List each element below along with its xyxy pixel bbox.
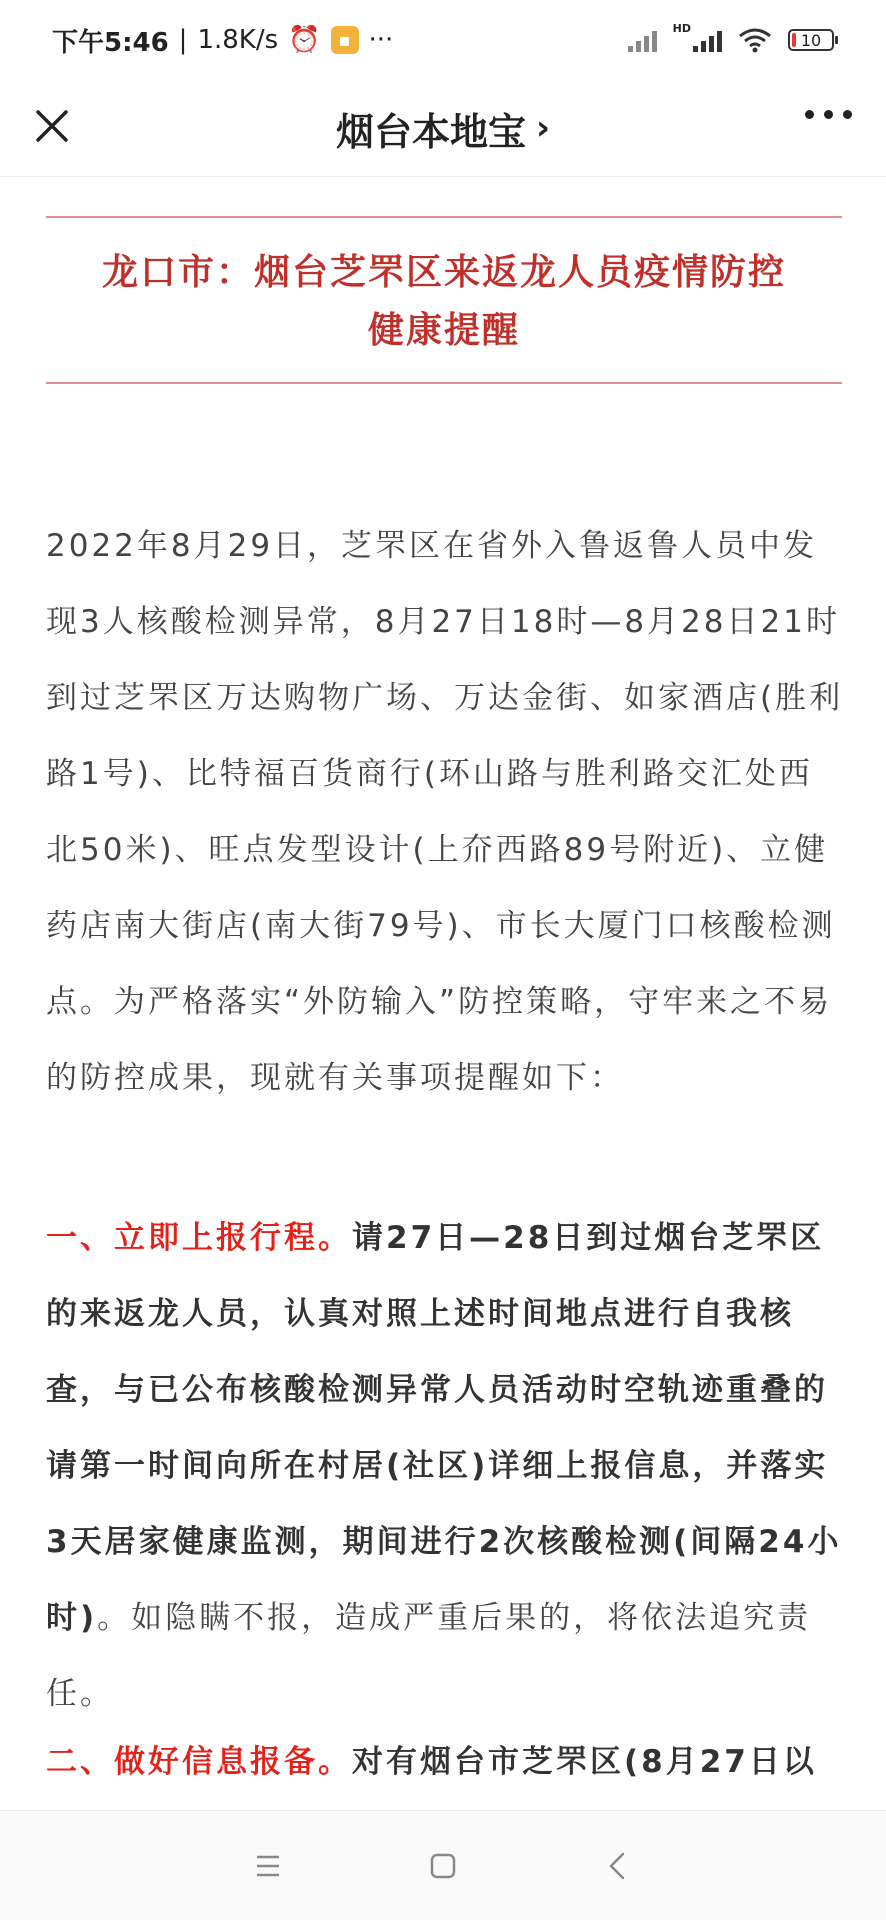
section-1-heading: 一、立即上报行程。 [46, 1220, 352, 1256]
article-title-line2: 健康提醒 [367, 310, 520, 351]
more-notifications-icon: ··· [368, 25, 394, 55]
intro-paragraph: 2022年8月29日，芝罘区在省外入鲁返鲁人员中发现3人核酸检测异常，8月27日18时—8月28日21时到过芝罘区万达购物广场、万达金街、如家酒店(胜利路1号)、比特福百货商行(环山路与胜利路交汇处西北50米)、旺点发型设计(上夼西路89号附近)、立健药店南大街店(南大街79号)、市长大厦门口核酸检测点。为严格落实“外防输入”防控策略，守牢来之不易的防控成果，现就有关事项提醒如下： [46, 528, 844, 1096]
menu-icon[interactable] [248, 1846, 288, 1886]
back-icon[interactable] [598, 1846, 638, 1886]
section-2-heading: 二、做好信息报备。 [46, 1744, 352, 1780]
alarm-clock-icon: ⏰ [288, 25, 321, 55]
status-left [52, 22, 393, 59]
signal-strength-icon-2 [693, 28, 722, 52]
section-1-tail-text: 。如隐瞒不报，造成严重后果的，将依法追究责任。 [46, 1600, 812, 1712]
status-bar [0, 0, 886, 80]
notification-app-icon: ▪ [331, 26, 359, 54]
status-right [628, 21, 834, 53]
status-time: 下午5:46 [52, 27, 169, 58]
home-icon[interactable] [423, 1846, 463, 1886]
battery-level: 10 [800, 30, 822, 50]
title-bottom-divider [46, 382, 842, 384]
signal-strength-icon [628, 28, 657, 52]
battery-icon [788, 29, 834, 51]
article-title-line1: 龙口市：烟台芝罘区来返龙人员疫情防控 [101, 252, 786, 293]
article-content [0, 176, 886, 1810]
section-2-paragraph [46, 1724, 846, 1800]
account-title-link[interactable] [336, 101, 550, 156]
system-navigation-bar [0, 1810, 886, 1920]
close-icon[interactable] [28, 102, 76, 150]
account-name: 烟台本地宝 [335, 109, 526, 154]
more-options-icon[interactable] [805, 110, 852, 119]
section-1-bold-text: 请27日—28日到过烟台芝罘区的来返龙人员，认真对照上述时间地点进行自我核查，与已公布核酸检测异常人员活动时空轨迹重叠的请第一时间向所在村居(社区)详细上报信息，并落实3天居家健康监测，期间进行2次核酸检测(间隔24小时) [46, 1220, 842, 1636]
title-top-divider [46, 216, 842, 218]
section-1-paragraph [46, 1200, 846, 1732]
wifi-icon [738, 27, 772, 53]
hd-badge: HD [672, 21, 691, 35]
article-title [46, 244, 842, 360]
status-separator: | [178, 25, 188, 55]
network-speed: 1.8K/s [197, 25, 279, 55]
top-nav-bar [0, 80, 886, 177]
chevron-right-icon: › [536, 108, 551, 148]
section-2-bold-text: 对有烟台市芝罘区(8月27日以 [352, 1744, 817, 1780]
